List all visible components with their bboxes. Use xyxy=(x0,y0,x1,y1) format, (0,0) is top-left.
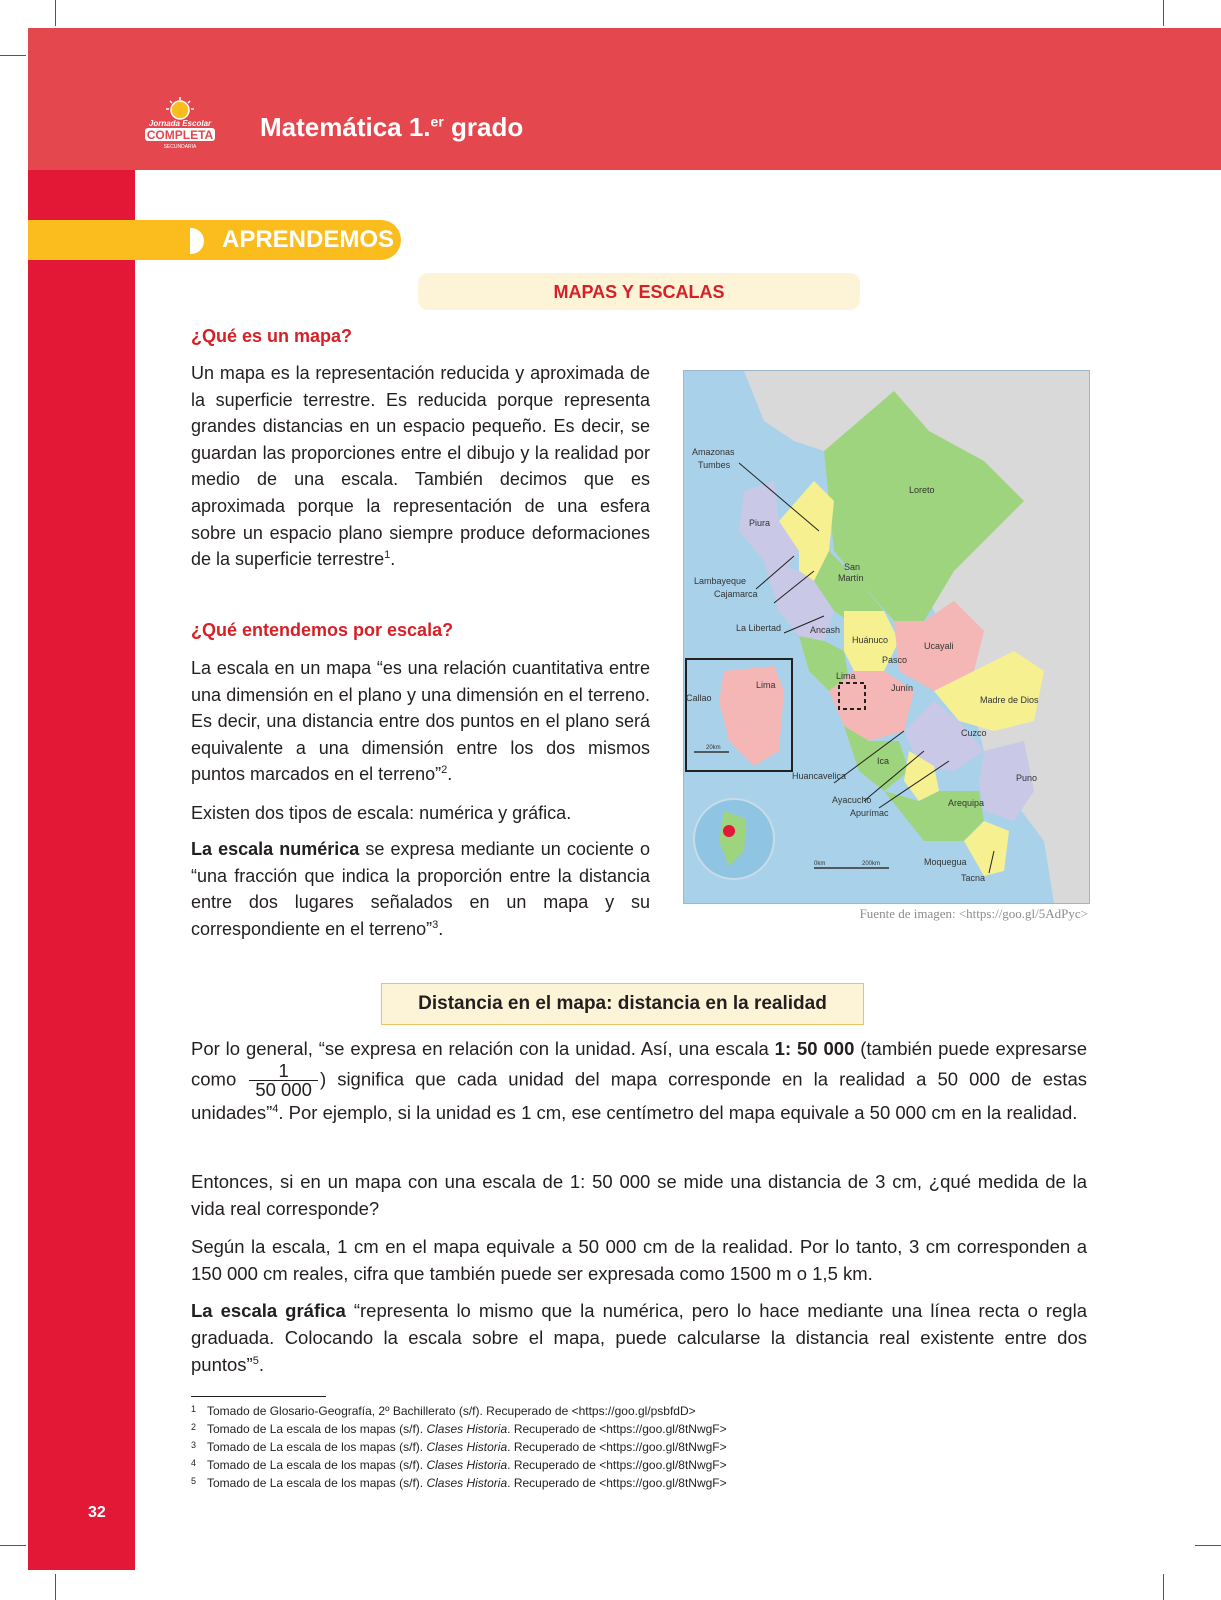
map-label-puno: Puno xyxy=(1016,773,1038,783)
map-label-la-libertad: La Libertad xyxy=(736,623,782,633)
section-tab-label: APRENDEMOS xyxy=(222,226,395,253)
page-title: MAPAS Y ESCALAS xyxy=(553,282,725,302)
map-label-ancash: Ancash xyxy=(810,625,841,635)
map-label-ica: Ica xyxy=(877,756,890,766)
map-label-martin: Martín xyxy=(838,573,864,583)
page-number: 32 xyxy=(88,1504,106,1521)
question-heading-map: ¿Qué es un mapa? xyxy=(191,326,353,346)
left-sidebar-band xyxy=(28,170,135,1570)
map-label-huancavelica: Huancavelica xyxy=(792,771,847,781)
map-label-arequipa: Arequipa xyxy=(948,798,985,808)
map-label-lima: Lima xyxy=(836,671,856,681)
map-label-apurimac: Apurímac xyxy=(850,808,889,818)
jornada-escolar-completa-logo xyxy=(142,96,218,152)
map-label-piura: Piura xyxy=(749,518,771,528)
subheading: Distancia en el mapa: distancia en la realidad xyxy=(418,993,827,1014)
paragraph-scale-types: Existen dos tipos de escala: numérica y gráfica. xyxy=(191,803,572,823)
map-label-cajamarca: Cajamarca xyxy=(714,589,758,599)
map-label-junin: Junín xyxy=(891,683,914,693)
map-label-tacna: Tacna xyxy=(961,873,986,883)
footnote-2: 2 Tomado de La escala de los mapas (s/f). Clases Historia. Recuperado de <https://goo.gl/8tNwgF> xyxy=(191,1422,727,1436)
map-scale-main: 200km xyxy=(862,861,881,867)
footnote-5: 5 Tomado de La escala de los mapas (s/f). Clases Historia. Recuperado de <https://goo.gl/8tNwgF> xyxy=(191,1476,727,1490)
map-label-ucayali: Ucayali xyxy=(924,641,954,651)
header-title: Matemática 1.$^{er}$ grado xyxy=(260,112,524,142)
footnote-rule xyxy=(191,1396,326,1397)
map-scale-inset: 20km xyxy=(706,745,721,751)
map-label-lima-inset: Lima xyxy=(756,680,776,690)
map-label-huanuco: Huánuco xyxy=(852,635,889,645)
paragraph-answer: Según la escala, 1 cm en el mapa equivale a 50 000 cm de la realidad. Por lo tanto, 3 cm corresponden a 150 000 cm reales, cifra que también puede ser expresada como 1500 m o 1,5 km. xyxy=(191,1236,1087,1284)
paragraph-numeric-scale: La escala numérica se expresa mediante un cociente o “una fracción que indica la proporción entre la distancia entre dos lugares señalados en un mapa y su correspondiente en el terreno”$^3$. xyxy=(191,839,650,939)
fraction: $\frac{1}{50 000}$ xyxy=(249,1062,318,1099)
paragraph-map-definition: Un mapa es la representación reducida y aproximada de la superficie terrestre. Es reducida porque representa grandes distancias en un espacio pequeño. Es decir, se guardan las proporciones entre el dibujo y la realidad por medio de una escala. También decimos que es aproximada porque la representación de una esfera sobre un espacio plano siempre produce deformaciones de la superficie terrestre$^1$. xyxy=(191,363,650,570)
footnote-3: 3 Tomado de La escala de los mapas (s/f). Clases Historia. Recuperado de <https://goo.gl/8tNwgF> xyxy=(191,1440,727,1454)
map-label-pasco: Pasco xyxy=(882,655,908,665)
svg-text:SECUNDARIA: SECUNDARIA xyxy=(163,144,197,150)
peru-political-map xyxy=(683,370,1090,904)
map-label-moquegua: Moquegua xyxy=(924,857,967,867)
map-label-loreto: Loreto xyxy=(909,485,935,495)
map-label-amazonas: Amazonas xyxy=(692,447,735,457)
svg-text:COMPLETA: COMPLETA xyxy=(146,128,214,142)
footnote-4: 4 Tomado de La escala de los mapas (s/f). Clases Historia. Recuperado de <https://goo.gl/8tNwgF> xyxy=(191,1458,727,1472)
map-caption: Fuente de imagen: <https://goo.gl/5AdPyc> xyxy=(859,906,1088,921)
map-scale-zero: 0km xyxy=(814,861,826,867)
question-heading-scale: ¿Qué entendemos por escala? xyxy=(191,620,454,640)
paragraph-question: Entonces, si en un mapa con una escala de 1: 50 000 se mide una distancia de 3 cm, ¿qué medida de la vida real corresponde? xyxy=(191,1171,1087,1219)
paragraph-graphic-scale: La escala gráfica “representa lo mismo que la numérica, pero lo hace mediante una línea recta o regla graduada. Colocando la escala sobre el mapa, puede calcularse la distancia real existente entre dos puntos”$^5$. xyxy=(191,1300,1087,1375)
paragraph-scale-example: Por lo general, “se expresa en relación con la unidad. Así, una escala 1: 50 000 (también puede expresarse como $\frac{1}{50 000}$ ) significa que cada unidad del mapa corresponde en la realidad a 50 000 de estas unidades”$^4$. Por ejemplo, si la unidad es 1 cm, ese centímetro del mapa equivale a 50 000 cm en la realidad. xyxy=(191,1038,1087,1123)
map-label-callao: Callao xyxy=(686,693,712,703)
map-label-cuzco: Cuzco xyxy=(961,728,987,738)
map-label-ayacucho: Ayacucho xyxy=(832,795,872,805)
footnote-1: 1 Tomado de Glosario-Geografía, 2º Bachillerato (s/f). Recuperado de <https://goo.gl/psbfdD> xyxy=(191,1404,696,1418)
svg-text:Jornada Escolar: Jornada Escolar xyxy=(148,119,212,128)
map-label-lambayeque: Lambayeque xyxy=(694,576,747,586)
map-label-madre-de-dios: Madre de Dios xyxy=(980,695,1039,705)
map-label-tumbes: Tumbes xyxy=(698,460,731,470)
map-label-san: San xyxy=(844,562,861,572)
paragraph-scale-definition: La escala en un mapa “es una relación cuantitativa entre una dimensión en el plano y una dimensión en el terreno. Es decir, una distancia entre dos puntos en el plano será equivalente a una dimensión entre los dos mismos puntos marcados en el terreno”$^2$. xyxy=(191,658,650,785)
